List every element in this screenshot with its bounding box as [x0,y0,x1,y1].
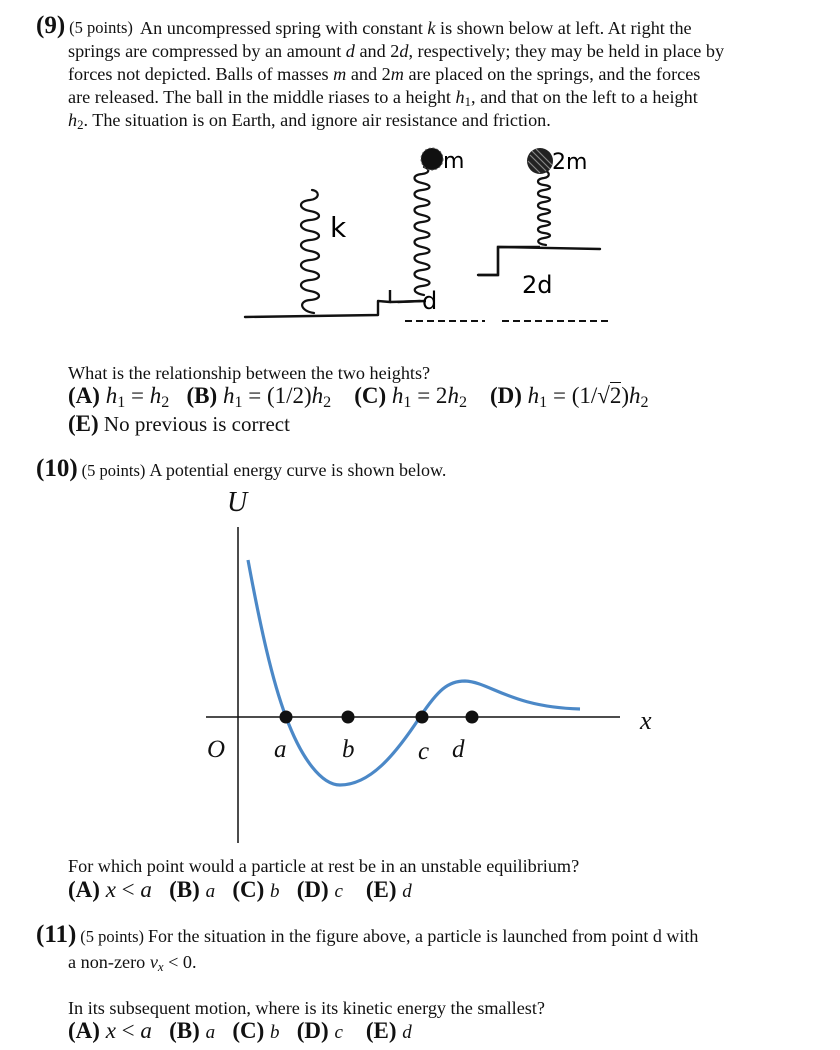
choice-c-label[interactable]: (C) [354,383,387,408]
choice-a-label[interactable]: (A) [68,877,100,902]
choice-d-label[interactable]: (D) [489,383,522,408]
q10-stem: A potential energy curve is shown below. [149,460,447,480]
choice-e-label[interactable]: (E) [365,1018,397,1043]
compression-right-label: 2d [522,271,553,299]
q9-stem-line-5: $h_2$. The situation is on Earth, and ignore air resistance and friction. [68,110,551,133]
q10-question: For which point would a particle at rest be in an unstable equilibrium? [68,856,580,876]
point-b-label: b [342,736,355,763]
choice-d-label[interactable]: (D) [296,1018,329,1043]
floor-left-step [245,301,390,317]
q11-stem-line-2: a non-zero $v_x < 0$. [68,952,197,975]
q9-choices-row-1: (A) $h_1 = h_2$ (B) $h_1 = (1/2)h_2$ (C) $h_1 = 2h_2$ (D) $h_1 = (1/√2)h_2$ [68,383,649,412]
choice-a-label[interactable]: (A) [68,1018,100,1043]
spring-left [301,190,319,313]
q9-stem-line-1: An uncompressed spring with constant k is shown below at left. At right the [140,18,692,38]
q9-question: What is the relationship between the two heights? [68,363,431,383]
point-c-label: c [418,738,430,765]
spring-middle [415,167,430,295]
q11-choices: (A) x < a (B) a (C) b (D) c (E) d [68,1018,412,1043]
q9-stem-line-2: springs are compressed by an amount d and 2d, respectively; they may be held in place by [68,41,725,61]
q9-choices-row-2 [68,411,290,437]
choice-c-label[interactable]: (C) [232,877,265,902]
point-d [466,711,479,724]
x-axis-label: x [640,706,652,735]
points-label: (5 points) [69,18,133,37]
choice-b-label[interactable]: (B) [186,383,218,408]
mass-right-label: 2m [552,150,588,175]
point-a-label: a [274,736,287,763]
q11-question: In its subsequent motion, where is its kinetic energy the smallest? [68,998,545,1018]
question-11 [36,921,698,949]
mass-middle-label: m [443,149,465,174]
question-number: (10) [36,455,78,482]
choice-a-label[interactable]: (A) [68,383,100,408]
q10-choices: (A) x < a (B) a (C) b (D) c (E) d [68,877,412,902]
point-a [280,711,293,724]
potential-curve [248,560,580,785]
q9-stem-line-3: forces not depicted. Balls of masses m and 2m are placed on the springs, and the forces [68,64,701,84]
springs-figure [240,145,620,325]
point-b [342,711,355,724]
question-number: (11) [36,921,77,948]
choice-c-label[interactable]: (C) [232,1018,265,1043]
compression-middle-label: d [422,287,438,315]
choice-b-label[interactable]: (B) [169,1018,200,1043]
points-label: (5 points) [80,927,144,946]
spring-right [538,171,550,245]
choice-e-label[interactable]: (E) [365,877,397,902]
q9-stem-line-4: are released. The ball in the middle riases to a height $h_1$, and that on the left to a height [68,87,698,110]
y-axis-label: U [227,487,248,518]
question-number: (9) [36,12,66,39]
q11-stem-line-1: For the situation in the figure above, a particle is launched from point d with [148,926,699,946]
choice-e-text: No previous is correct [103,412,290,436]
choice-e-label[interactable]: (E) [68,411,99,436]
question-10 [36,455,446,483]
point-d-label: d [452,736,465,763]
spring-constant-label: k [330,211,347,244]
point-c [416,711,429,724]
potential-energy-graph [190,485,670,855]
ball-2m [527,148,553,174]
origin-label: O [207,736,226,763]
choice-b-label[interactable]: (B) [169,877,200,902]
points-label: (5 points) [81,461,146,480]
choice-d-label[interactable]: (D) [296,877,329,902]
